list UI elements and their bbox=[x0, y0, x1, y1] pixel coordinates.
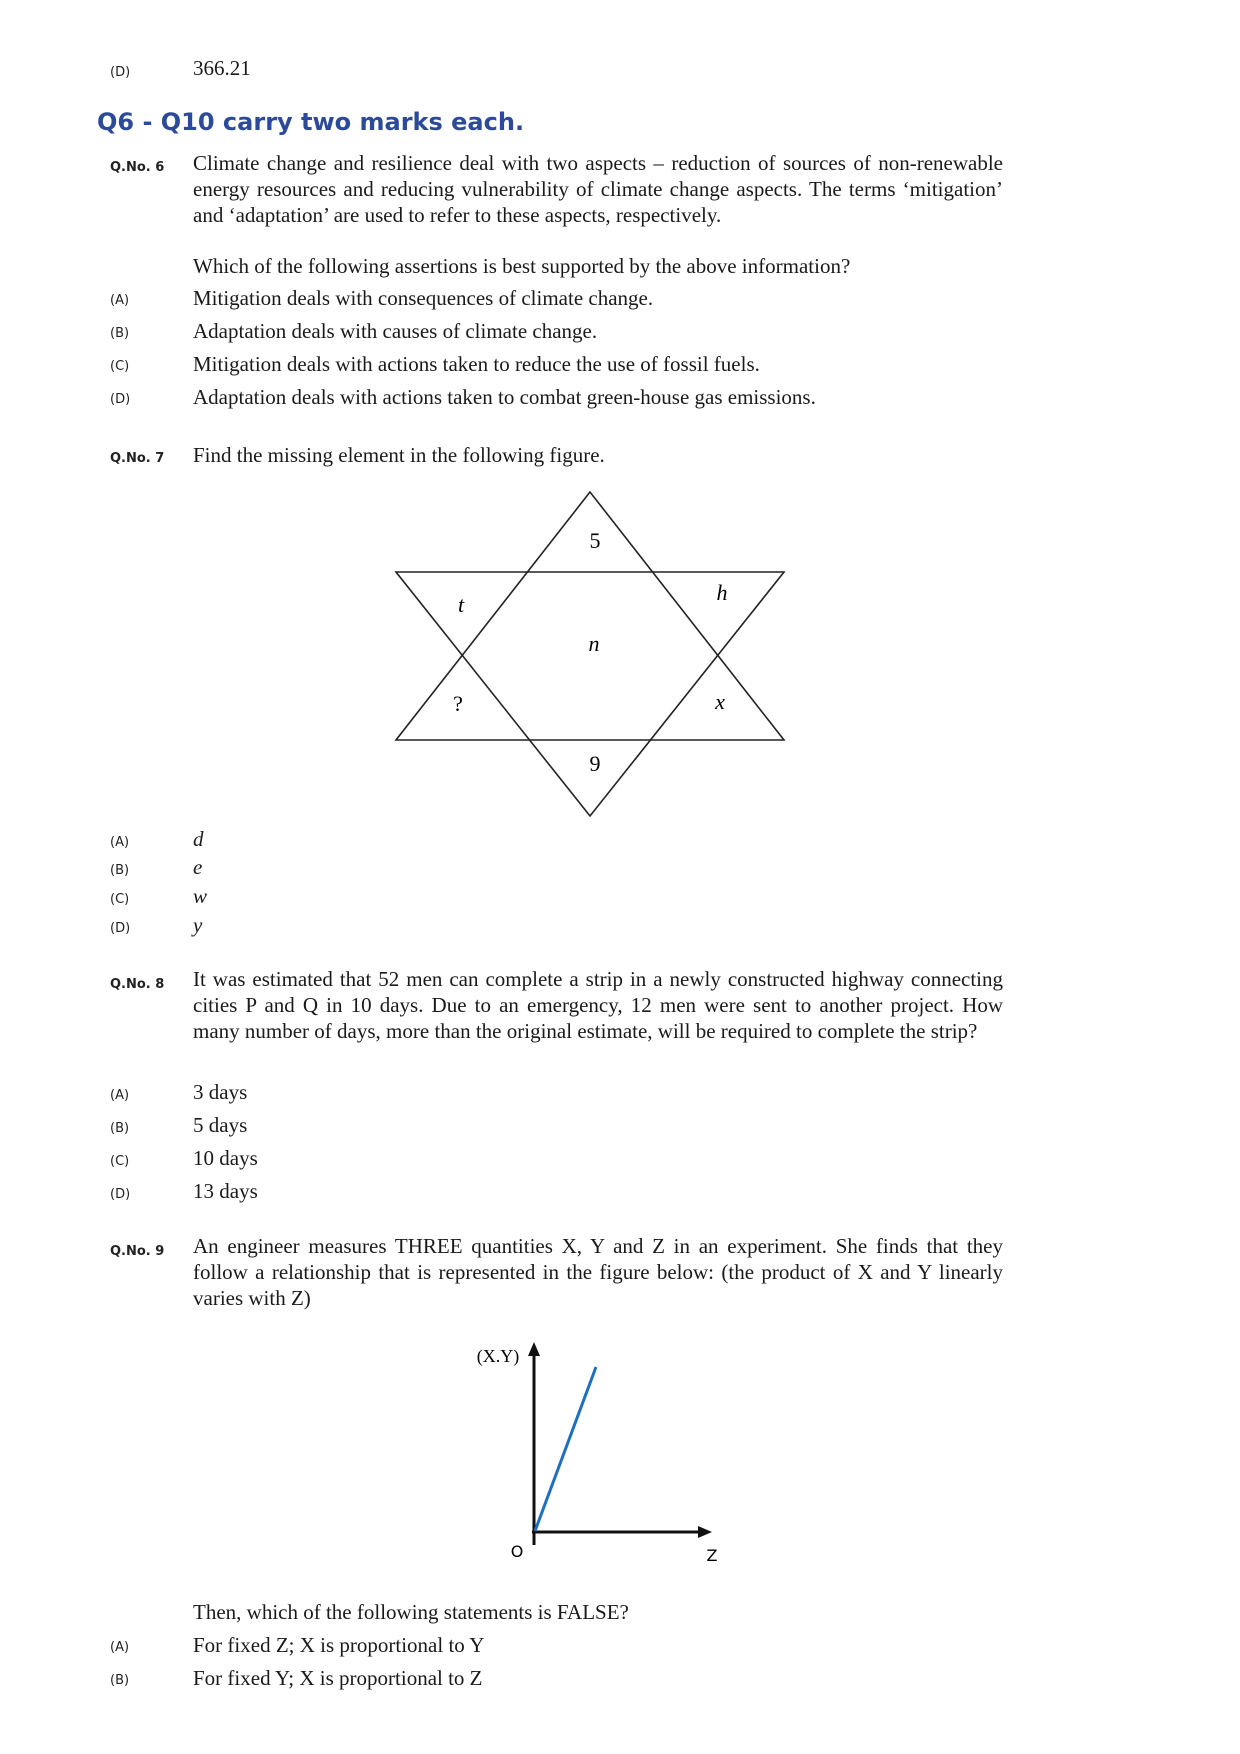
option-text: Mitigation deals with actions taken to reduce the use of fossil fuels. bbox=[193, 352, 760, 376]
x-axis-label: Z bbox=[706, 1546, 718, 1565]
data-line bbox=[535, 1367, 596, 1531]
star-top-value: 5 bbox=[589, 528, 601, 553]
option-text: d bbox=[193, 827, 204, 851]
option-text: w bbox=[193, 884, 208, 908]
star-left-bottom-value: ? bbox=[453, 691, 463, 716]
y-axis-arrow-icon bbox=[528, 1342, 540, 1356]
question-label-7: Q.No. 7 bbox=[110, 451, 165, 466]
option-label: (C) bbox=[110, 892, 130, 907]
question-label-6: Q.No. 6 bbox=[110, 160, 165, 175]
star-left-top-value: t bbox=[457, 592, 465, 617]
y-axis-label: (X.Y) bbox=[476, 1346, 520, 1366]
option-text: Adaptation deals with actions taken to combat green-house gas emissions. bbox=[193, 385, 816, 409]
option-text: 10 days bbox=[193, 1146, 258, 1170]
option-text: y bbox=[193, 913, 203, 937]
option-label: (A) bbox=[110, 1088, 130, 1103]
option-label: (B) bbox=[110, 326, 130, 341]
option-label: (D) bbox=[110, 921, 131, 936]
option-text: Mitigation deals with consequences of climate change. bbox=[193, 286, 654, 310]
option-label: (B) bbox=[110, 1673, 130, 1688]
question-8-text: It was estimated that 52 men can complete a strip in a newly constructed highway connecting cities P and Q in 10 days. Due to an emergency, 12 men were sent to another project. How many number of days, more than the original estimate, will be required to complete the strip? bbox=[193, 967, 1003, 1043]
option-label: (A) bbox=[110, 835, 130, 850]
option-text: For fixed Z; X is proportional to Y bbox=[193, 1633, 485, 1657]
option-text: For fixed Y; X is proportional to Z bbox=[193, 1666, 483, 1690]
question-7-text: Find the missing element in the following figure. bbox=[193, 443, 605, 467]
section-heading: Q6 - Q10 carry two marks each. bbox=[97, 108, 525, 136]
origin-label: O bbox=[510, 1542, 524, 1561]
star-right-top-value: h bbox=[716, 580, 728, 605]
star-right-bottom-value: x bbox=[715, 689, 725, 714]
option-label: (C) bbox=[110, 359, 130, 374]
option-label: (B) bbox=[110, 1121, 130, 1136]
option-text: 3 days bbox=[193, 1080, 248, 1104]
option-text: 5 days bbox=[193, 1113, 248, 1137]
question-9-text: An engineer measures THREE quantities X, Y and Z in an experiment. She finds that they follow a relationship that is represented in the figure below: (the product of X and Y linearly varies with Z) bbox=[193, 1234, 1003, 1310]
question-6-passage: Climate change and resilience deal with two aspects – reduction of sources of non-renewable energy resources and reducing vulnerability of climate change aspects. The terms ‘mitigation’ and ‘adaptation’ are used to refer to these aspects, respectively. bbox=[193, 151, 1003, 227]
option-label: (D) bbox=[110, 1187, 131, 1202]
star-figure bbox=[390, 490, 800, 820]
option-text: Adaptation deals with causes of climate change. bbox=[193, 319, 598, 343]
question-6-text: Which of the following assertions is best supported by the above information? bbox=[193, 254, 851, 278]
option-label: (C) bbox=[110, 1154, 130, 1169]
xy-z-graph bbox=[460, 1335, 730, 1565]
question-label-9: Q.No. 9 bbox=[110, 1244, 165, 1259]
option-label: (D) bbox=[110, 392, 131, 407]
star-center-value: n bbox=[588, 631, 600, 656]
option-label: (B) bbox=[110, 863, 130, 878]
option-text: 13 days bbox=[193, 1179, 258, 1203]
option-text: 366.21 bbox=[193, 56, 251, 80]
question-label-8: Q.No. 8 bbox=[110, 977, 165, 992]
option-label: (A) bbox=[110, 293, 130, 308]
option-label: (A) bbox=[110, 1640, 130, 1655]
option-text: e bbox=[193, 855, 203, 879]
question-9-followup: Then, which of the following statements is FALSE? bbox=[193, 1600, 629, 1624]
x-axis-arrow-icon bbox=[698, 1526, 712, 1538]
option-label: (D) bbox=[110, 65, 131, 80]
star-bottom-value: 9 bbox=[589, 751, 601, 776]
